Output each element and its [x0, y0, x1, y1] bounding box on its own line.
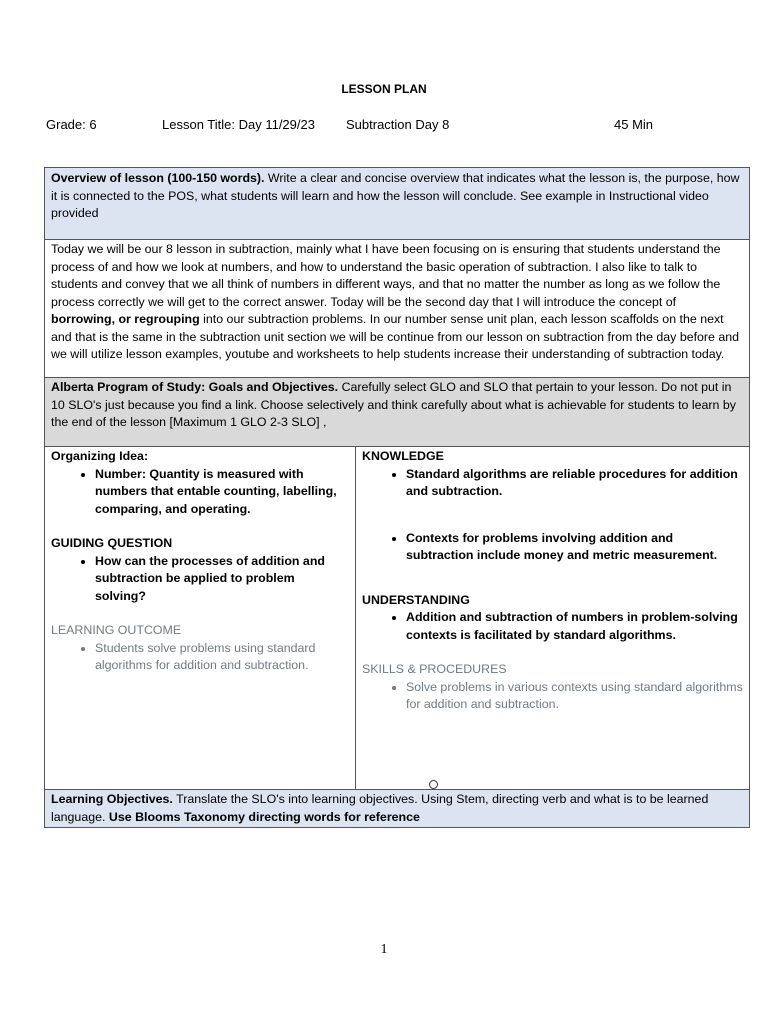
duration-label: 45 Min [614, 117, 654, 132]
spacer [362, 565, 743, 592]
program-row [45, 378, 750, 447]
goals-row [45, 447, 750, 790]
guiding-question-list [51, 553, 349, 606]
lesson-title-label: Lesson Title: Day 11/29/23 [162, 117, 315, 132]
overview-body-text-1: Today we will be our 8 lesson in subtraction, mainly what I have been focusing on is ensuring that students understand the process of and how we look at numbers, and how to understand the basic operation of subtraction. I also like to talk to students and convey that we all think of numbers in different ways, and that no matter the number as long as we follow the process correctly we will get to the correct answer. Today will be the second day that I will introduce the concept of [51, 242, 721, 309]
left-column [45, 447, 356, 790]
guiding-question-heading: GUIDING QUESTION [51, 536, 173, 550]
spacer [51, 605, 349, 622]
understanding-heading: UNDERSTANDING [362, 592, 470, 607]
understanding-list [362, 609, 743, 644]
skills-procedures-list [362, 679, 743, 714]
learning-outcome-list [51, 640, 349, 675]
learning-objectives-bold-text: Use Blooms Taxonomy directing words for reference [108, 809, 420, 824]
organizing-idea-item: • Number: Quantity is measured with numbers that entable counting, labelling, comparing, and operating. [95, 466, 349, 519]
program-cell [45, 378, 750, 447]
guiding-question-item: • How can the processes of addition and subtraction be applied to problem solving? [95, 553, 349, 606]
knowledge-list [362, 466, 743, 565]
skills-procedures-heading: SKILLS & PROCEDURES [362, 662, 507, 676]
overview-row [45, 168, 750, 240]
learning-objectives-row [45, 790, 750, 828]
lesson-plan-table [44, 167, 750, 828]
overview-heading: Overview of lesson (100-150 words). [51, 171, 265, 185]
organizing-idea-list [51, 466, 349, 519]
learning-objectives-cell [45, 790, 750, 828]
lesson-subtitle: Subtraction Day 8 [346, 117, 450, 132]
overview-cell [45, 168, 750, 240]
overview-body-row [45, 240, 750, 378]
understanding-item: • Addition and subtraction of numbers in problem-solving contexts is facilitated by standard algorithms. [406, 609, 743, 644]
page-title: LESSON PLAN [341, 82, 427, 96]
spacer [362, 644, 743, 661]
overview-instructions: Write a clear and concise overview that indicates what the lesson is, the purpose, how it is connected to the POS, what students will learn and how the lesson will conclude. See example in Instructional video provided [51, 171, 740, 220]
right-column [356, 447, 750, 790]
page-number: 1 [380, 942, 388, 957]
program-text: Carefully select GLO and SLO that pertain to your lesson. Do not put in 10 SLO's just because you find a link. Choose selectively and think carefully about what is achievable for students to learn by the end of the lesson [Maximum 1 GLO 2-3 SLO] , [51, 380, 736, 429]
spacer [51, 518, 349, 535]
learning-outcome-item: • Students solve problems using standard algorithms for addition and subtraction. [95, 640, 349, 675]
skills-procedures-item: • Solve problems in various contexts using standard algorithms for addition and subtraction. [406, 679, 743, 714]
knowledge-item: • Contexts for problems involving addition and subtraction include money and metric measurement. [406, 530, 743, 565]
knowledge-heading: KNOWLEDGE [362, 449, 444, 463]
empty-bullet-icon [429, 780, 438, 789]
learning-objectives-text: Translate the SLO's into learning objectives. Using Stem, directing verb and what is to be learned language. [51, 792, 709, 824]
program-heading: Alberta Program of Study: Goals and Objectives. [51, 380, 339, 394]
overview-body-text-2: into our subtraction problems. In our number sense unit plan, each lesson scaffolds on the next and that is the same in the subtraction unit section we will be continue from our lesson on subtraction from the day before and we will utilize lesson examples, youtube and worksheets to help students increase their understanding of subtraction today. [51, 312, 740, 361]
learning-objectives-heading: Learning Objectives. [51, 792, 173, 806]
overview-body-bold: borrowing, or regrouping [51, 312, 200, 326]
grade-label: Grade: 6 [46, 117, 97, 132]
learning-outcome-heading: LEARNING OUTCOME [51, 623, 182, 637]
knowledge-item: • Standard algorithms are reliable procedures for addition and subtraction. [406, 466, 743, 501]
organizing-idea-heading: Organizing Idea: [51, 449, 149, 463]
overview-body-cell [45, 240, 750, 378]
